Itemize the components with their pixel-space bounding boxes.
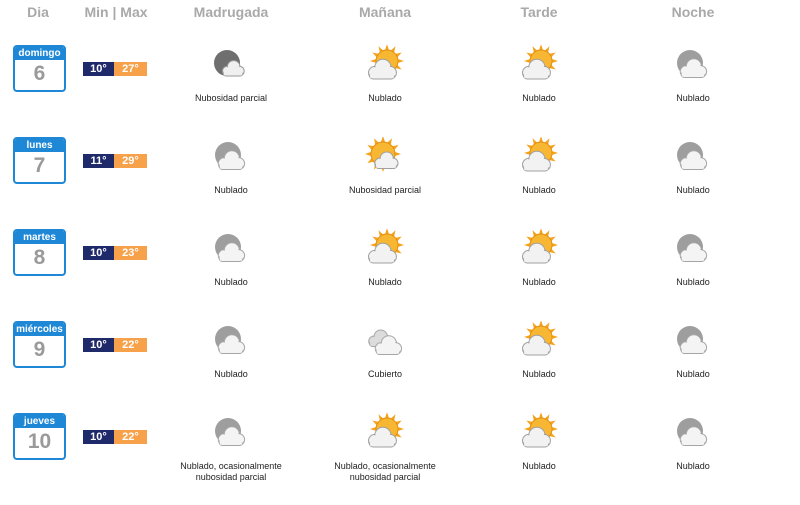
period-forecast [156,229,306,288]
cloudy-night-icon [670,413,716,457]
weather-description: Nublado [214,185,248,195]
cloudy-night-icon [670,45,716,89]
period-forecast [310,137,460,196]
temperature-range [83,430,147,444]
period-forecast [464,321,614,380]
weather-description: Nubosidad parcial [348,185,422,195]
day-number: 9 [33,338,46,361]
min-temperature: 11° [83,154,114,168]
max-temperature: 29° [114,154,147,168]
period-forecast [156,137,306,196]
period-forecast [156,413,306,483]
cloudy-sun-icon [516,137,562,181]
period-forecast [310,45,460,104]
max-temperature: 22° [114,338,147,352]
period-forecast [618,321,768,380]
weather-description: Cubierto [367,369,403,379]
cloudy-night-icon [670,229,716,273]
period-forecast [156,321,306,380]
weather-description: Nublado [522,93,556,103]
day-number: 6 [33,62,46,85]
max-temperature: 27° [114,62,147,76]
temperature-range [83,154,147,168]
day-number: 7 [33,154,46,177]
cloudy-night-icon [670,321,716,365]
cloudy-sun-icon [362,413,408,457]
max-temperature: 23° [114,246,147,260]
weather-description: Nublado [522,185,556,195]
forecast-row [0,45,800,137]
min-temperature: 10° [83,246,114,260]
weather-description: Nublado [522,461,556,471]
temperature-range [83,246,147,260]
period-forecast [464,229,614,288]
day-name: domingo [15,47,64,60]
period-forecast [464,137,614,196]
cloudy-sun-icon [516,321,562,365]
period-forecast [618,45,768,104]
period-forecast [464,413,614,472]
weather-description: Nublado [522,277,556,287]
col-header-dia: Dia [27,4,49,20]
cloudy-night-icon [208,321,254,365]
max-temperature: 22° [114,430,147,444]
min-temperature: 10° [83,430,114,444]
period-forecast [618,413,768,472]
cloudy-night-icon [208,137,254,181]
temperature-range [83,338,147,352]
partly-cloudy-sun-icon [362,137,408,181]
weather-description: Nublado [676,93,710,103]
period-forecast [618,137,768,196]
cloudy-sun-icon [516,45,562,89]
cloudy-sun-icon [516,229,562,273]
overcast-icon [362,321,408,365]
cloudy-night-icon [208,413,254,457]
period-forecast [156,45,306,104]
weather-description: Nubosidad parcial [194,93,268,103]
weather-description: Nublado [214,369,248,379]
cloudy-night-icon [208,229,254,273]
col-header-manana: Mañana [358,4,412,20]
forecast-row [0,413,800,505]
period-forecast [464,45,614,104]
day-name: lunes [15,139,64,152]
weather-description: Nublado, ocasionalmente nubosidad parcial [180,461,282,482]
min-temperature: 10° [83,338,114,352]
cloudy-sun-icon [362,229,408,273]
period-forecast [618,229,768,288]
forecast-row [0,229,800,321]
period-forecast [310,229,460,288]
col-header-minmax: Min | Max [84,4,148,20]
period-forecast [310,321,460,380]
weather-description: Nublado, ocasionalmente nubosidad parcial [334,461,436,482]
forecast-header [0,0,800,24]
col-header-madrugada: Madrugada [193,4,269,20]
day-name: martes [15,231,64,244]
date-badge [13,413,66,460]
period-forecast [310,413,460,483]
weather-description: Nublado [676,277,710,287]
forecast-row [0,137,800,229]
date-badge [13,45,66,92]
col-header-noche: Noche [671,4,715,20]
weather-description: Nublado [214,277,248,287]
weather-description: Nublado [368,277,402,287]
date-badge [13,321,66,368]
date-badge [13,229,66,276]
min-temperature: 10° [83,62,114,76]
forecast-row [0,321,800,413]
cloudy-sun-icon [516,413,562,457]
cloudy-night-icon [670,137,716,181]
weather-description: Nublado [676,185,710,195]
temperature-range [83,62,147,76]
weather-description: Nublado [676,369,710,379]
col-header-tarde: Tarde [520,4,558,20]
day-number: 10 [27,430,52,453]
day-number: 8 [33,246,46,269]
partly-cloudy-night-icon [208,45,254,89]
cloudy-sun-icon [362,45,408,89]
date-badge [13,137,66,184]
weather-description: Nublado [522,369,556,379]
weather-description: Nublado [368,93,402,103]
day-name: miércoles [16,324,63,335]
day-name: jueves [15,415,64,428]
weather-description: Nublado [676,461,710,471]
